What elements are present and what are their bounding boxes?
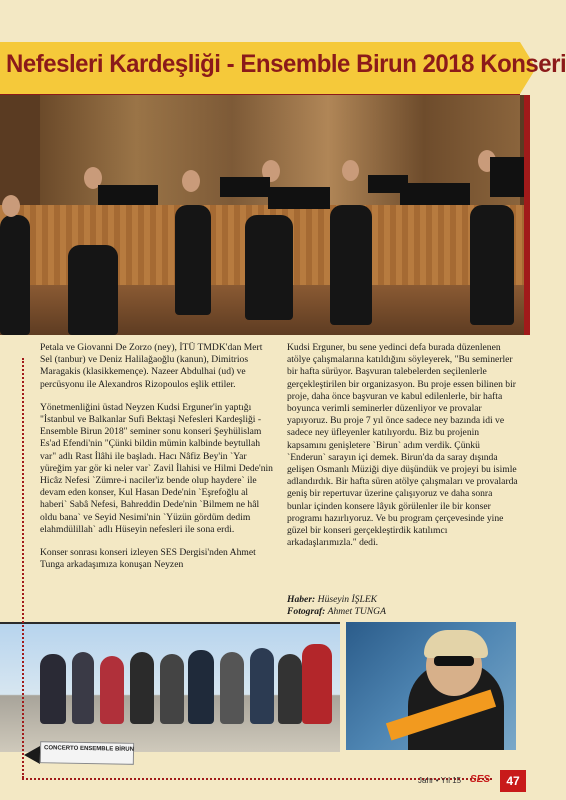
sign-text: CONCERTO ENSEMBLE BİRUN xyxy=(44,745,135,753)
person xyxy=(160,654,184,724)
person xyxy=(250,648,274,724)
music-stand xyxy=(400,183,470,205)
paragraph: Yönetmenliğini üstad Neyzen Kudsi Erguner'in yaptığı "İstanbul ve Balkanlar Sufi Bektaşi Nefesleri Kardeşliği - Ensemble Birun 2018" seminer sonu konseri Şeyhülislam Es'ad Efendi'nin "Çünki bildin mümin kalbinde beytullah var" adlı Rast İlâhi ile başladı. Hacı Nâfiz Bey'in `Yar yüreğim yar gör ki neler var` Zavil İlahisi ve Hilmi Dede'nin Hicâz Nefesi `Zümre-i naciler'iz bende olup haydere` ile devam eden konser, Kul Hasan Dede'nin `Eşrefoğlu al haberi` Sabâ Nefesi, Bahreddin Dede'nin `Bilmem ne hâl oldu bana` ve Seyid Nesimi'nin `Yüzün gördüm dedim elahmdülillah` adlı Hüseyin nefesleri ile sona erdi. xyxy=(40,401,273,535)
person xyxy=(100,656,124,724)
paragraph: Petala ve Giovanni De Zorzo (ney), İTÜ TMDK'dan Mert Sel (tanbur) ve Deniz Halilağaoğlu (kanun), Dimitrios Maragakis (klasikkemençe). Nazeer Abdulhai (ud) ve percüsyonu ile Alexandros Rizopoulos eşlik ettiler. xyxy=(40,342,263,390)
dotted-border-left xyxy=(22,358,24,778)
musician-head xyxy=(182,170,200,192)
paragraph: Konser sonrası konseri izleyen SES Dergisi'nden Ahmet Tunga arkadaşımıza konuşan Neyzen xyxy=(40,547,256,571)
musician xyxy=(245,215,293,320)
paragraph: Kudsi Erguner, bu sene yedinci defa burada düzenlenen atölye çalışmalarına katıldığını söyleyerek, "Bu seminerler bir hafta sürüyor. Başvuran talebelerden seçilenlerle gerçekleştirilen bir organizasyon. Bu proje essen bilinen bir proje, daha önce başvuran ve kabul edilenlerle, bir hafta boyunca verimli seminerler düzenliyor ve provalar yapıyoruz. Bu proje 7 yıl önce sadece ney bazında idi ve sadece ney üfleyenler katılıyordu. Biz bu projenin kapsamını genişletere `Birun` adım verdik. Çünkü `Enderun` sarayın içi demek. Birun'da da saray dışında gelişen Osmanlı Müziği diye düşündük ve projeyi bu isimle adlandırdık. Bir hafta süren atölye çalışmaları ve provalarda geniş bir repertuvar üzerine çalışıyoruz ve daha sonra bunlar içinden konsere lâyık görülenler ile bir konser programı hazırlıyoruz. Ve bu program çerçevesinde yine güzel bir konseri gerçekleştirdik katılımcı arkadaşlarımızla." dedi. xyxy=(287,342,518,549)
person xyxy=(130,652,154,724)
concert-photo xyxy=(0,95,526,335)
musician-head xyxy=(342,160,359,181)
person xyxy=(40,654,66,724)
person xyxy=(278,654,302,724)
musician xyxy=(470,205,514,325)
photo-author: Ahmet TUNGA xyxy=(327,606,386,617)
article-credits xyxy=(287,594,386,618)
music-stand xyxy=(268,187,330,209)
music-stand xyxy=(98,185,158,205)
person xyxy=(220,652,244,724)
person xyxy=(302,644,332,724)
concert-sign xyxy=(40,741,134,765)
musician xyxy=(68,245,118,335)
person xyxy=(188,650,214,724)
news-credit xyxy=(287,594,386,606)
musician xyxy=(0,215,30,335)
photo-credit xyxy=(287,606,386,618)
musician xyxy=(175,205,211,315)
music-stand xyxy=(220,177,270,197)
article-title: Nefesleri Kardeşliği - Ensemble Birun 2018 Konseri xyxy=(6,50,566,78)
left-text-column xyxy=(40,342,275,582)
sunglasses-icon xyxy=(434,656,474,666)
person xyxy=(72,652,94,724)
group-photo xyxy=(0,622,340,752)
musician-head xyxy=(2,195,20,217)
issue-label: Jahr • Yıl 15 xyxy=(418,776,462,785)
magazine-logo: SES xyxy=(470,774,491,785)
music-stand xyxy=(490,157,524,197)
portrait-photo xyxy=(346,622,516,750)
news-author: Hüseyin İŞLEK xyxy=(317,594,378,605)
hair xyxy=(424,630,488,658)
arrow-icon xyxy=(24,746,40,764)
right-text-column xyxy=(287,342,519,560)
news-label: Haber: xyxy=(287,594,316,605)
musician xyxy=(330,205,372,325)
page-number: 47 xyxy=(500,770,526,792)
photo-label: Fotograf: xyxy=(287,606,326,617)
